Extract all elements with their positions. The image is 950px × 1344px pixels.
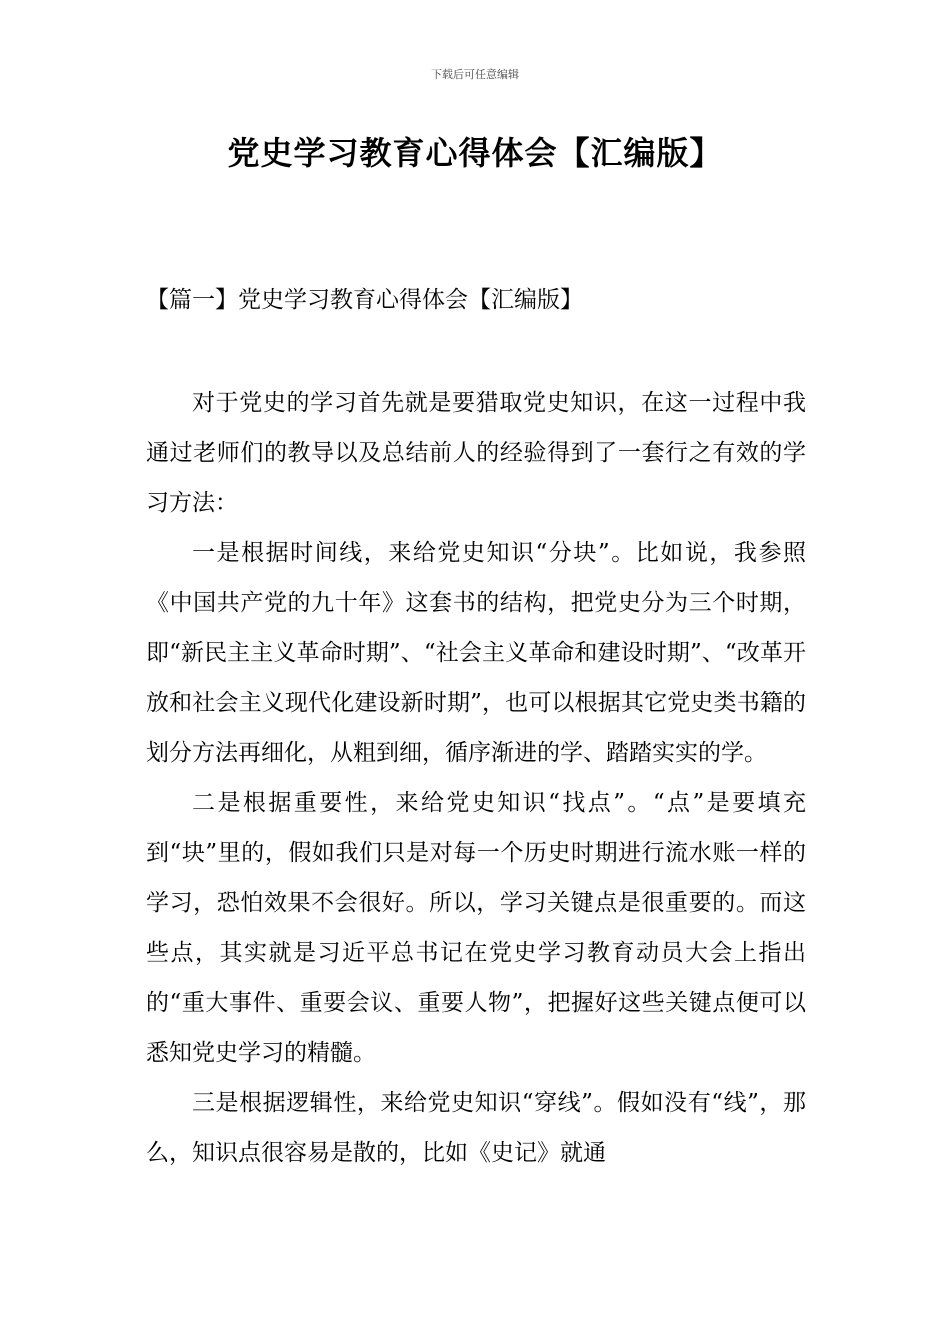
paragraph: 三是根据逻辑性，来给党史知识“穿线”。假如没有“线”，那么，知识点很容易是散的，比如《史记》就通 — [146, 1090, 806, 1166]
paragraph: 二是根据重要性，来给党史知识“找点”。“点”是要填充到“块”里的，假如我们只是对每一个历史时期进行流水账一样的学习，恐怕效果不会很好。所以，学习关键点是很重要的。而这些点，其实就是习近平总书记在党史学习教育动员大会上指出的“重大事件、重要会议、重要人物”，把握好这些关键点便可以悉知党史学习的精髓。 — [146, 790, 806, 1066]
header-note: 下载后可任意编辑 — [431, 68, 519, 81]
document-body — [146, 378, 806, 1178]
document-title: 党史学习教育心得体会【汇编版】 — [227, 134, 723, 172]
paragraph: 对于党史的学习首先就是要猎取党史知识，在这一过程中我通过老师们的教导以及总结前人的经验得到了一套行之有效的学习方法： — [146, 390, 806, 516]
section-title: 【篇一】党史学习教育心得体会【汇编版】 — [146, 287, 583, 313]
paragraph: 一是根据时间线，来给党史知识“分块”。比如说，我参照《中国共产党的九十年》这套书的结构，把党史分为三个时期，即“新民主主义革命时期”、“社会主义革命和建设时期”、“改革开放和社会主义现代化建设新时期”，也可以根据其它党史类书籍的划分方法再细化，从粗到细，循序渐进的学、踏踏实实的学。 — [146, 540, 806, 766]
